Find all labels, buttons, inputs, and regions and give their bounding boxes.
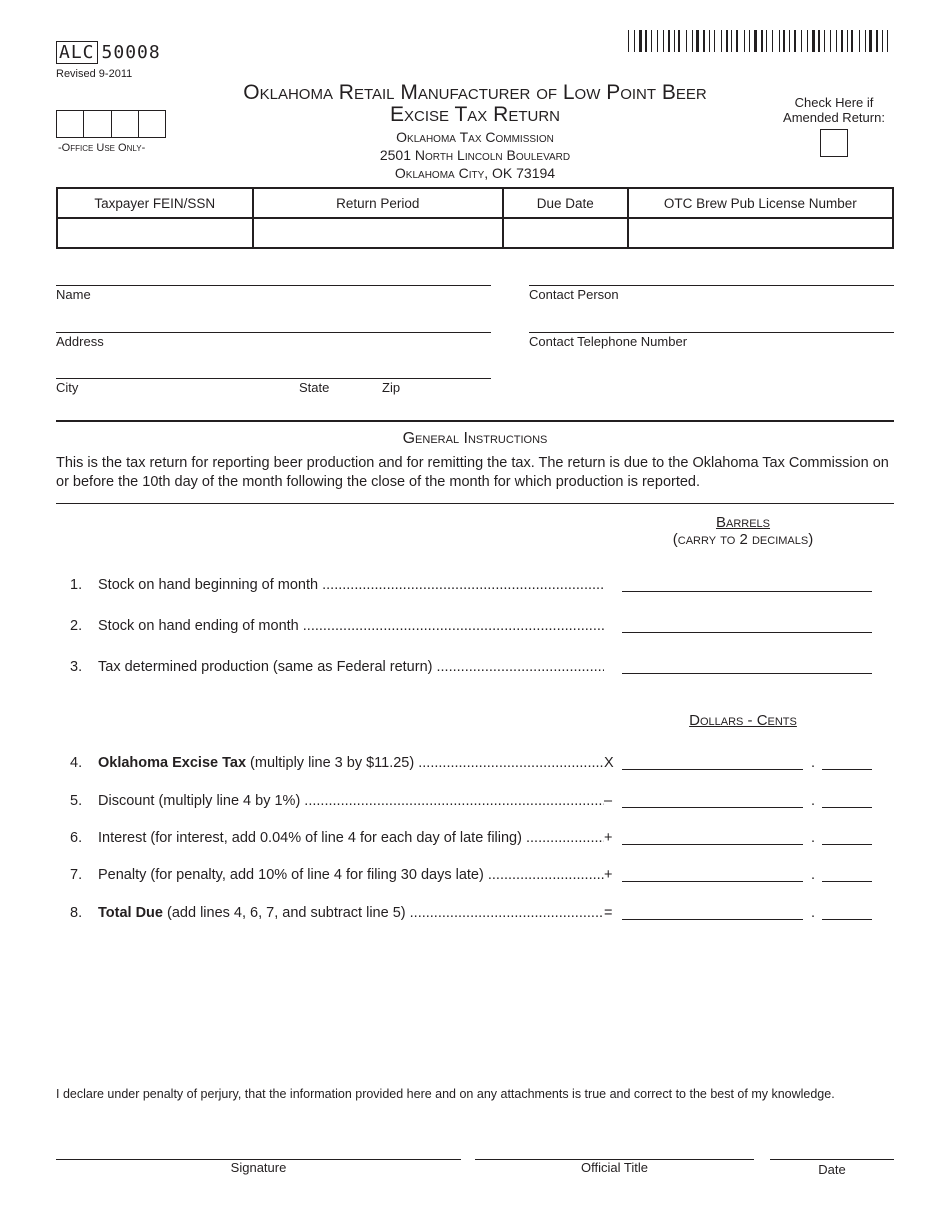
line-description: Oklahoma Excise Tax (multiply line 3 by $11.25) ..... bbox=[98, 755, 604, 771]
barcode-bar bbox=[761, 30, 763, 52]
title-line-2: Excise Tax Return bbox=[390, 103, 560, 126]
title-line-1: Oklahoma Retail Manufacturer of Low Point Beer bbox=[243, 81, 707, 104]
official-title-label: Official Title bbox=[581, 1160, 648, 1175]
barrels-subheading: (carry to 2 decimals) bbox=[672, 531, 814, 548]
contact-person-field[interactable] bbox=[529, 285, 894, 286]
barcode-bar bbox=[709, 30, 710, 52]
barcode-bar bbox=[876, 30, 878, 52]
section-divider bbox=[56, 420, 894, 422]
form-number: 50008 bbox=[101, 42, 161, 63]
agency-address bbox=[270, 128, 680, 182]
barcode-bar bbox=[865, 30, 866, 52]
address-field[interactable] bbox=[56, 332, 491, 333]
date-label: Date bbox=[818, 1162, 846, 1177]
dollars-entry-5[interactable] bbox=[622, 807, 803, 808]
line-description: Tax determined production (same as Federal return) ..... bbox=[98, 659, 604, 675]
amended-return-checkbox[interactable] bbox=[820, 129, 848, 157]
barcode-bar bbox=[812, 30, 815, 52]
barcode-bar bbox=[749, 30, 750, 52]
line-operator: + bbox=[604, 830, 613, 846]
line-number: 5. bbox=[70, 793, 83, 809]
instructions-divider bbox=[56, 503, 894, 504]
header-due-date: Due Date bbox=[503, 188, 628, 218]
dollars-entry-8[interactable] bbox=[622, 919, 803, 920]
barrels-entry-3[interactable] bbox=[622, 673, 872, 674]
barcode-bar bbox=[824, 30, 825, 52]
barcode-bar bbox=[678, 30, 680, 52]
line-operator: = bbox=[604, 905, 613, 921]
barcode-bar bbox=[807, 30, 808, 52]
barcode-bar bbox=[851, 30, 853, 52]
declaration-text: I declare under penalty of perjury, that the information provided here and on any attachments is true and correct to the best of my knowledge. bbox=[56, 1087, 835, 1101]
line-operator: – bbox=[604, 793, 613, 809]
dollars-entry-4[interactable] bbox=[622, 769, 803, 770]
cents-entry-6[interactable] bbox=[822, 844, 872, 845]
barcode-bar bbox=[639, 30, 642, 52]
taxpayer-info-table bbox=[56, 187, 894, 249]
barcode-bar bbox=[766, 30, 767, 52]
barrels-entry-1[interactable] bbox=[622, 591, 872, 592]
line-description: Interest (for interest, add 0.04% of line 4 for each day of late filing) ..... bbox=[98, 830, 604, 846]
barcode-bar bbox=[818, 30, 820, 52]
cents-entry-7[interactable] bbox=[822, 881, 872, 882]
cents-entry-8[interactable] bbox=[822, 919, 872, 920]
revised-date: Revised 9-2011 bbox=[56, 68, 133, 80]
barcode-bar bbox=[726, 30, 728, 52]
fein-field[interactable] bbox=[57, 218, 253, 248]
line-description: Penalty (for penalty, add 10% of line 4 for filing 30 days late) ..... bbox=[98, 867, 604, 883]
signature-label: Signature bbox=[230, 1160, 287, 1175]
barrels-heading: Barrels (carry to 2 decimals) bbox=[622, 514, 864, 548]
instructions-title: General Instructions bbox=[402, 430, 548, 447]
barcode bbox=[628, 30, 894, 52]
barcode-bar bbox=[887, 30, 888, 52]
license-number-field[interactable] bbox=[628, 218, 893, 248]
line-number: 2. bbox=[70, 618, 83, 634]
barrels-entry-2[interactable] bbox=[622, 632, 872, 633]
barcode-bar bbox=[703, 30, 705, 52]
office-use-boxes bbox=[56, 110, 166, 138]
barcode-bar bbox=[651, 30, 652, 52]
barcode-bar bbox=[882, 30, 883, 52]
barcode-bar bbox=[836, 30, 837, 52]
zip-label: Zip bbox=[382, 380, 401, 395]
barcode-bar bbox=[731, 30, 732, 52]
line-number: 3. bbox=[70, 659, 83, 675]
header-license-number: OTC Brew Pub License Number bbox=[628, 188, 893, 218]
barcode-bar bbox=[801, 30, 802, 52]
agency-city: Oklahoma City, OK 73194 bbox=[394, 165, 556, 181]
agency-name: Oklahoma Tax Commission bbox=[396, 129, 554, 145]
barcode-bar bbox=[628, 30, 629, 52]
barcode-bar bbox=[721, 30, 722, 52]
decimal-point: . bbox=[811, 755, 816, 771]
barcode-bar bbox=[830, 30, 831, 52]
barcode-bar bbox=[736, 30, 738, 52]
address-label: Address bbox=[56, 334, 104, 349]
city-state-zip-field[interactable] bbox=[56, 378, 491, 379]
barcode-bar bbox=[692, 30, 693, 52]
office-use-label: -Office Use Only- bbox=[58, 142, 146, 154]
header-fein: Taxpayer FEIN/SSN bbox=[57, 188, 253, 218]
barcode-bar bbox=[772, 30, 773, 52]
decimal-point: . bbox=[811, 793, 816, 809]
dollars-entry-7[interactable] bbox=[622, 881, 803, 882]
decimal-point: . bbox=[811, 867, 816, 883]
line-operator: X bbox=[604, 755, 614, 771]
barcode-bar bbox=[789, 30, 790, 52]
line-number: 1. bbox=[70, 577, 83, 593]
line-number: 4. bbox=[70, 755, 83, 771]
barcode-bar bbox=[657, 30, 658, 52]
barcode-bar bbox=[754, 30, 757, 52]
contact-person-label: Contact Person bbox=[529, 287, 619, 302]
decimal-point: . bbox=[811, 830, 816, 846]
barcode-bar bbox=[794, 30, 796, 52]
barcode-bar bbox=[645, 30, 647, 52]
line-description: Discount (multiply line 4 by 1%) ..... bbox=[98, 793, 604, 809]
barcode-bar bbox=[869, 30, 872, 52]
return-period-field[interactable] bbox=[253, 218, 503, 248]
line-number: 6. bbox=[70, 830, 83, 846]
city-label: City bbox=[56, 380, 79, 395]
barcode-bar bbox=[674, 30, 675, 52]
dollars-entry-6[interactable] bbox=[622, 844, 803, 845]
contact-phone-label: Contact Telephone Number bbox=[529, 334, 688, 349]
line-description: Stock on hand ending of month ..... bbox=[98, 618, 604, 634]
cents-entry-4[interactable] bbox=[822, 769, 872, 770]
date-field[interactable] bbox=[770, 1159, 894, 1160]
state-label: State bbox=[299, 380, 330, 395]
form-prefix: ALC bbox=[56, 41, 98, 64]
line-description: Total Due (add lines 4, 6, 7, and subtract line 5) ..... bbox=[98, 905, 604, 921]
barcode-bar bbox=[783, 30, 785, 52]
barcode-bar bbox=[847, 30, 848, 52]
barcode-bar bbox=[663, 30, 664, 52]
barcode-bar bbox=[744, 30, 745, 52]
contact-phone-field[interactable] bbox=[529, 332, 894, 333]
barcode-bar bbox=[634, 30, 635, 52]
amended-label: Check Here if Amended Return: bbox=[783, 95, 885, 125]
header-return-period: Return Period bbox=[253, 188, 503, 218]
barcode-bar bbox=[686, 30, 687, 52]
line-number: 8. bbox=[70, 905, 83, 921]
agency-street: 2501 North Lincoln Boulevard bbox=[379, 147, 571, 163]
form-code bbox=[56, 42, 161, 63]
barcode-bar bbox=[859, 30, 860, 52]
barcode-bar bbox=[696, 30, 699, 52]
line-number: 7. bbox=[70, 867, 83, 883]
decimal-point: . bbox=[811, 905, 816, 921]
barcode-bar bbox=[714, 30, 715, 52]
line-description: Stock on hand beginning of month ..... bbox=[98, 577, 604, 593]
barcode-bar bbox=[779, 30, 780, 52]
dollars-heading: Dollars - Cents bbox=[689, 712, 797, 729]
due-date-field[interactable] bbox=[503, 218, 628, 248]
name-field[interactable] bbox=[56, 285, 491, 286]
instructions-text: This is the tax return for reporting beer production and for remitting the tax. The return is due to the Oklahoma Tax Commission on or before the 10th day of the month following the close of the month for which production is reported. bbox=[56, 455, 889, 490]
barcode-bar bbox=[668, 30, 670, 52]
name-label: Name bbox=[56, 287, 91, 302]
form-title bbox=[200, 82, 750, 126]
barcode-bar bbox=[841, 30, 843, 52]
line-operator: + bbox=[604, 867, 613, 883]
cents-entry-5[interactable] bbox=[822, 807, 872, 808]
